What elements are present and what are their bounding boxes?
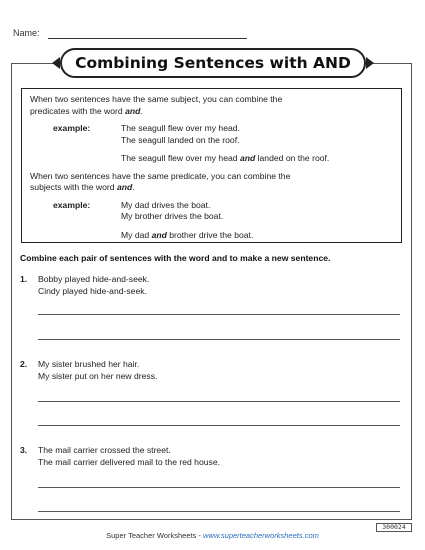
example-sentence: My brother drives the boat.	[121, 211, 224, 221]
footer-link[interactable]: www.superteacherworksheets.com	[202, 531, 319, 540]
answer-line[interactable]	[38, 511, 400, 512]
arrow-left-icon	[52, 57, 60, 69]
instructions: Combine each pair of sentences with the word and to make a new sentence.	[20, 253, 331, 263]
question-1: 1. Bobby played hide-and-seek. Cindy played hide-and-seek.	[20, 274, 150, 296]
name-label: Name:	[13, 28, 40, 38]
example-sentence: The seagull flew over my head.	[121, 123, 240, 133]
keyword-and: and	[151, 229, 167, 240]
keyword-and: and	[239, 153, 256, 163]
info-box	[21, 88, 402, 243]
worksheet-code: 300024	[376, 523, 412, 532]
answer-line[interactable]	[38, 314, 400, 315]
question-number: 2.	[20, 359, 28, 369]
answer-line[interactable]	[38, 487, 400, 488]
subject-example	[53, 123, 393, 146]
question-2: 2. My sister brushed her hair. My sister put on her new dress.	[20, 359, 158, 381]
answer-line[interactable]	[38, 401, 400, 402]
subject-combined-example: The seagull flew over my head and landed on the roof.	[121, 153, 330, 163]
predicate-rule: When two sentences have the same predicate, you can combine the subjects with the word and.	[30, 170, 291, 192]
answer-line[interactable]	[38, 339, 400, 340]
predicate-example	[53, 200, 393, 223]
worksheet-title: Combining Sentences with AND	[60, 48, 366, 78]
keyword-and: and	[125, 105, 141, 116]
answer-line[interactable]	[38, 425, 400, 426]
predicate-combined-example: My dad and brother drive the boat.	[121, 229, 254, 240]
question-number: 3.	[20, 445, 28, 455]
name-field[interactable]	[48, 38, 247, 39]
example-sentence: My dad drives the boat.	[121, 199, 211, 210]
question-3: 3. The mail carrier crossed the street. The mail carrier delivered mail to the red house.	[20, 445, 220, 467]
example-label: example:	[53, 199, 91, 210]
arrow-right-icon	[366, 57, 374, 69]
example-label: example:	[53, 123, 91, 133]
keyword-and: and	[116, 182, 133, 192]
example-sentence: The seagull landed on the roof.	[121, 134, 240, 145]
footer: Super Teacher Worksheets - www.superteacherworksheets.com	[106, 531, 319, 540]
subject-rule: When two sentences have the same subject, you can combine the predicates with the word and.	[30, 94, 283, 116]
question-number: 1.	[20, 274, 28, 284]
